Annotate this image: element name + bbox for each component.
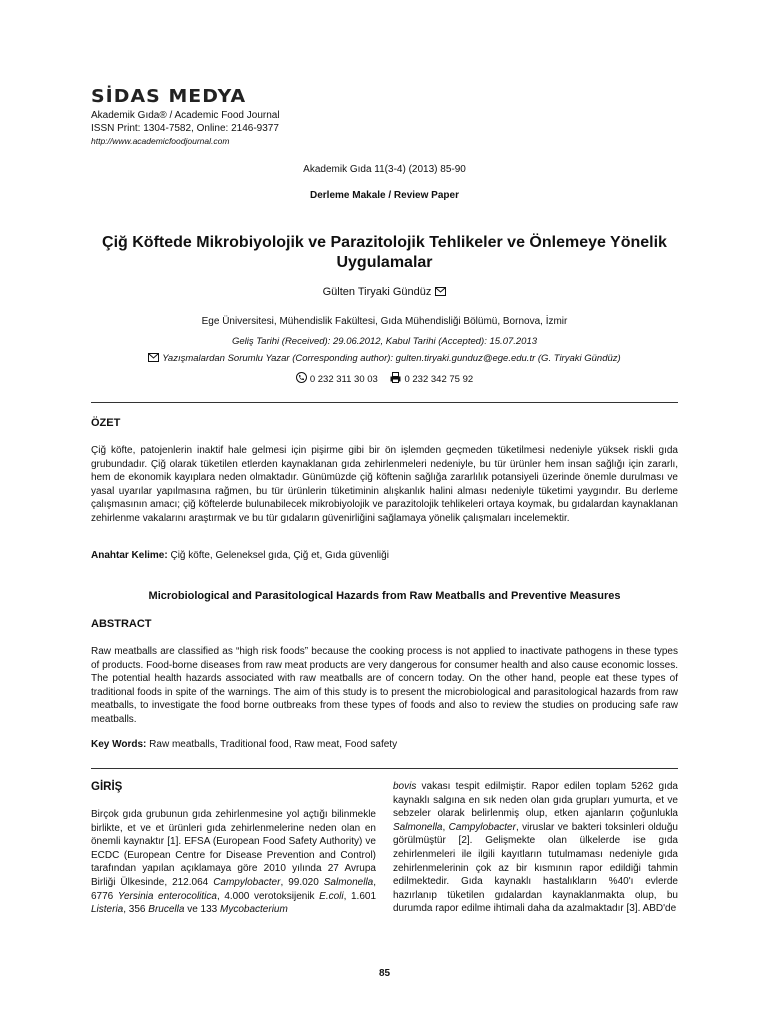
envelope-icon	[148, 353, 159, 362]
keywords-tr	[91, 550, 389, 561]
keywords-en-label: Key Words:	[91, 739, 147, 750]
keywords-en	[91, 739, 397, 750]
contact-numbers	[91, 372, 678, 385]
phone-number: 0 232 311 30 03	[309, 374, 378, 385]
author	[91, 286, 678, 298]
paper-type: Derleme Makale / Review Paper	[310, 190, 459, 201]
affiliation: Ege Üniversitesi, Mühendislik Fakültesi, Gıda Mühendisliği Bölümü, Bornova, İzmir	[201, 316, 568, 327]
publisher-logo: SİDAS MEDYA	[91, 86, 247, 107]
dates: Geliş Tarihi (Received): 29.06.2012, Kabul Tarihi (Accepted): 15.07.2013	[231, 336, 538, 347]
body-column-left: Birçok gıda grubunun gıda zehirlenmesine yol açtığı bilinmekle birlikte, et ve et ürünleri gıda zehirlenmelerine neden olan en önemli kaynaktır [1]. EFSA (European Food Safety Authority) ve ECDC (European Centre for Disease Prevention and Control) tarafından yapılan açıklamaya göre 2010 yılında 27 Avrupa Birliği Ülkesinde, 212.064 Campylobacter, 99.020 Salmonella, 6776 Yersinia enterocolitica, 4.000 verotoksijenik E.coli, 1.601 Listeria, 356 Brucella ve 133 Mycobacterium	[91, 809, 377, 916]
journal-name: Akademik Gıda® / Academic Food Journal	[91, 110, 280, 121]
keywords-en-values: Raw meatballs, Traditional food, Raw meat, Food safety	[149, 739, 398, 750]
envelope-icon	[435, 287, 446, 296]
ozet-text: Çiğ köfte, patojenlerin inaktif hale gelmesi için pişirme gibi bir ön işlemden geçmeden tüketilmesi nedeniyle yüksek riskli gıda grubundadır. Çiğ olarak tüketilen etlerden kaynaklanan gıda zehirlenmeleri nedeniyle, bu tür ürünler hem insan sağlığı için zararlı, hem de ekonomik kayıplara neden olmaktadır. Günümüzde çiğ köftenin sağlığa zararlılık potansiyeli üzerinde önemle durulması ve yasal uyarılar yapılmasına rağmen, bu tür ürünlerin tüketiminin alışkanlık halini alması nedeniyle tüketimi yaygındır. Bu derleme çalışmasının amacı; çiğ köftelerde bulunabilecek mikrobiyolojik ve parazitolojik tehlikeleri ortaya koymak, bu gıdalardan kaynaklanan zehirlenme vakalarını araştırmak ve bu tür gıdaların güvenirliğini sağlamaya yönelik çalışmaları incelemektir.	[91, 445, 678, 524]
journal-url[interactable]: http://www.academicfoodjournal.com	[91, 136, 230, 146]
title-line-1: Çiğ Köftede Mikrobiyolojik ve Parazitolojik Tehlikeler ve Önlemeye Yönelik	[102, 234, 667, 251]
abstract-heading: ABSTRACT	[91, 618, 152, 630]
fax-icon	[390, 372, 401, 383]
corresponding-author	[91, 353, 678, 364]
phone-icon	[296, 372, 307, 383]
paper-title-en: Microbiological and Parasitological Hazards from Raw Meatballs and Preventive Measures	[148, 590, 621, 602]
journal-info	[91, 110, 280, 148]
giris-heading: GİRİŞ	[91, 781, 123, 793]
page-number: 85	[378, 968, 391, 979]
divider	[91, 768, 678, 769]
ozet-heading: ÖZET	[91, 417, 121, 429]
corresponding-text: Yazışmalardan Sorumlu Yazar (Corresponding author): gulten.tiryaki.gunduz@ege.edu.tr (G. Tiryaki Gündüz)	[162, 353, 621, 364]
body-column-right: bovis vakası tespit edilmiştir. Rapor edilen toplam 5262 gıda kaynaklı salgına en sık neden olan gıda grupları yumurta, et ve sebzeler olarak belirlenmiş olup, etken ajanların çoğunlukla Salmonella, Campylobacter, viruslar ve bakteri toksinleri olduğu görülmüştür [2]. Gelişmekte olan ülkelerde ise gıda zehirlenmeleri ile ilgili kayıtların tutulmaması nedeniyle gıda zehirlenmelerinin çok az bir kısmının rapor edildiği tahmin edilmektedir. Gıda kaynaklı hastalıkların %40'ı evlerde hazırlanıp tüketilen gıdalardan kaynaklanmakta olup, bu durumda rapor edilme ihtimali daha da azalmaktadır [3]. ABD'de	[393, 781, 678, 915]
divider	[91, 402, 678, 403]
citation: Akademik Gıda 11(3-4) (2013) 85-90	[303, 164, 466, 175]
paper-title-tr	[91, 233, 678, 273]
title-line-2: Uygulamalar	[336, 254, 433, 271]
keywords-tr-values: Çiğ köfte, Geleneksel gıda, Çiğ et, Gıda güvenliği	[170, 550, 389, 561]
keywords-tr-label: Anahtar Kelime:	[91, 550, 168, 561]
author-name: Gülten Tiryaki Gündüz	[322, 286, 432, 298]
fax-number: 0 232 342 75 92	[404, 374, 474, 385]
abstract-text: Raw meatballs are classified as “high risk foods” because the cooking process is not applied to inactivate pathogens in these types of products. Food-borne diseases from raw meat products are very dangerous for consumer health and also cause economic losses. The potential health hazards associated with raw meatballs are of concern today. On the other hand, people eat these types of traditional foods in spite of the warnings. The aim of this study is to present the microbiological and parasitological hazards from raw meatballs, to investigate the food borne outbreaks from these types of foods and also to review the studies on producing safe raw meatballs.	[91, 646, 678, 725]
issn: ISSN Print: 1304-7582, Online: 2146-9377	[91, 122, 279, 134]
